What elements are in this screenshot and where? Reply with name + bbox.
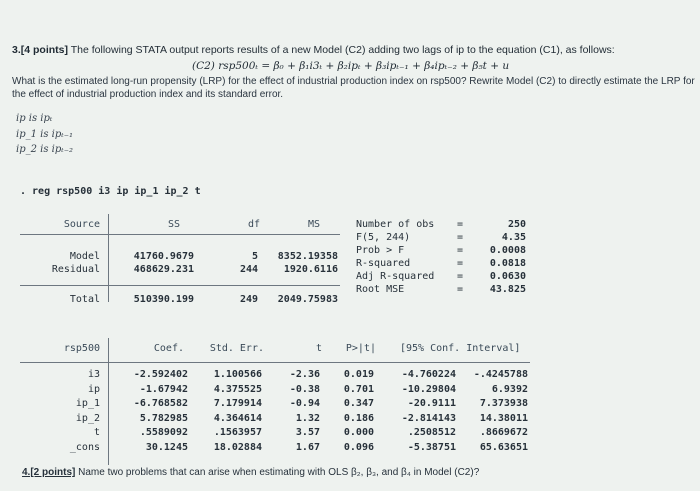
anova-source-total: Total xyxy=(69,294,100,305)
coef-se: 7.179914 xyxy=(213,398,262,409)
question-4-text: Name two problems that can arise when estimating with OLS β₂, β₃, and β₄ in Model (C2)? xyxy=(75,467,480,478)
coef-t: -0.94 xyxy=(289,398,320,409)
fit-label-rmse: Root MSE xyxy=(356,284,405,295)
fit-value-nobs: 250 xyxy=(507,219,526,230)
coef-ci-high: 14.38011 xyxy=(479,412,528,424)
fit-value-probf: 0.0008 xyxy=(489,245,526,256)
fit-value-adjr2: 0.0630 xyxy=(489,271,526,282)
anova-header-df: df xyxy=(247,219,260,230)
coef-header-coef: Coef. xyxy=(153,343,184,354)
fit-label-f: F(5, 244) xyxy=(356,232,411,243)
coef-p: 0.347 xyxy=(343,398,374,409)
coef-p: 0.019 xyxy=(343,369,374,380)
coef-t: 1.32 xyxy=(295,412,320,424)
anova-header-ms: MS xyxy=(307,219,320,230)
anova-ss-residual: 468629.231 xyxy=(133,264,194,275)
coef-header-ci: [95% Conf. Interval] xyxy=(400,343,521,354)
anova-df-residual: 244 xyxy=(239,264,258,275)
anova-ms-total: 2049.75983 xyxy=(277,294,338,305)
question-4 xyxy=(22,467,479,478)
variable-definitions xyxy=(16,111,73,158)
fit-value-f: 4.35 xyxy=(501,232,526,243)
coef-se: .1563957 xyxy=(213,427,262,438)
question-intro: The following STATA output reports results of a new Model (C2) adding two lags of ip to the equation (C1), as follows: xyxy=(70,44,615,56)
fit-label-nobs: Number of obs xyxy=(356,219,435,230)
coef-ci-low: -10.29804 xyxy=(401,383,456,395)
model-equation: (C2) rsp500ₜ = β₀ + β₁i3ₜ + β₂ipₜ + β₃ipₜ₋₁ + β₄ipₜ₋₂ + β₅t + u xyxy=(192,60,510,72)
coef-t: -0.38 xyxy=(289,383,320,395)
anova-df-total: 249 xyxy=(239,294,258,305)
question-4-label: 4.[2 points] xyxy=(22,467,76,478)
fit-eq-adjr2: = xyxy=(457,271,464,282)
coef-var: ip_1 xyxy=(75,398,100,409)
coef-value: 5.782985 xyxy=(139,412,188,424)
question-prompt: What is the estimated long-run propensity (LRP) for the effect of industrial production index on rsp500? Rewrite Model (C2) to directly estimate the LRP for the effect of industrial production index and its standard error. xyxy=(12,76,695,100)
coef-se: 18.02884 xyxy=(213,441,262,453)
question-number: 3. xyxy=(12,44,21,56)
coef-ci-high: -.4245788 xyxy=(473,369,528,380)
coef-var: ip_2 xyxy=(75,412,100,424)
fit-value-rmse: 43.825 xyxy=(489,284,526,295)
coef-value: -1.67942 xyxy=(139,383,188,395)
coef-ci-high: 65.63651 xyxy=(479,441,528,453)
fit-label-adjr2: Adj R-squared xyxy=(356,271,435,282)
fit-eq-nobs: = xyxy=(457,219,464,230)
fit-value-r2: 0.0818 xyxy=(489,258,526,269)
coef-value: .5589092 xyxy=(139,427,188,438)
stata-command: . reg rsp500 i3 ip ip_1 ip_2 t xyxy=(20,186,201,197)
coef-p: 0.096 xyxy=(343,441,374,453)
coef-t: 3.57 xyxy=(295,427,320,438)
definition-ip: ip is ipₜ xyxy=(16,113,53,124)
coef-value: 30.1245 xyxy=(145,441,188,453)
anova-header-rule xyxy=(20,234,340,235)
stata-output xyxy=(0,178,700,491)
coef-se: 1.100566 xyxy=(213,369,262,380)
coef-ci-low: -20.9111 xyxy=(407,398,456,409)
coef-se: 4.375525 xyxy=(213,383,262,395)
coef-header-se: Std. Err. xyxy=(209,343,264,354)
coef-se: 4.364614 xyxy=(213,412,262,424)
coef-var: ip xyxy=(87,383,100,395)
coef-ci-low: .2508512 xyxy=(407,427,456,438)
coef-p: 0.186 xyxy=(343,412,374,424)
anova-ss-total: 510390.199 xyxy=(133,294,194,305)
question-3-heading xyxy=(12,44,692,57)
coef-value: -2.592402 xyxy=(133,369,188,380)
question-points: [4 points] xyxy=(20,44,69,56)
coef-var: i3 xyxy=(87,369,100,380)
fit-eq-rmse: = xyxy=(457,284,464,295)
anova-ss-model: 41760.9679 xyxy=(133,251,194,262)
coef-t: -2.36 xyxy=(289,369,320,380)
coef-ci-high: .8669672 xyxy=(479,427,528,438)
coef-header-t: t xyxy=(315,343,322,354)
definition-ip-2: ip_2 is ipₜ₋₂ xyxy=(16,144,74,155)
coef-header-depvar: rsp500 xyxy=(63,343,100,354)
coef-var: t xyxy=(93,427,100,438)
anova-header-source: Source xyxy=(63,219,100,230)
coef-ci-low: -2.814143 xyxy=(401,412,456,424)
coef-ci-high: 7.373938 xyxy=(479,398,528,409)
anova-ms-residual: 1920.6116 xyxy=(283,264,338,275)
coef-header-rule xyxy=(20,362,530,363)
coef-ci-high: 6.9392 xyxy=(491,383,528,395)
coef-p: 0.701 xyxy=(343,383,374,395)
coef-divider xyxy=(108,338,109,465)
coef-ci-low: -5.38751 xyxy=(407,441,456,453)
coef-ci-low: -4.760224 xyxy=(401,369,456,380)
coef-p: 0.000 xyxy=(343,427,374,438)
fit-eq-probf: = xyxy=(457,245,464,256)
anova-source-residual: Residual xyxy=(51,264,100,275)
anova-divider xyxy=(108,214,109,302)
fit-eq-r2: = xyxy=(457,258,464,269)
coef-t: 1.67 xyxy=(295,441,320,453)
coef-header-p: P>|t| xyxy=(345,343,376,354)
fit-label-r2: R-squared xyxy=(356,258,411,269)
anova-df-model: 5 xyxy=(251,251,258,262)
anova-ms-model: 8352.19358 xyxy=(277,251,338,262)
anova-total-rule xyxy=(20,285,340,286)
definition-ip-1: ip_1 is ipₜ₋₁ xyxy=(16,128,74,140)
coef-value: -6.768582 xyxy=(133,398,188,409)
anova-source-model: Model xyxy=(69,251,100,262)
anova-header-ss: SS xyxy=(167,219,180,230)
fit-label-probf: Prob > F xyxy=(356,245,405,256)
fit-eq-f: = xyxy=(457,232,464,243)
coef-var: _cons xyxy=(69,441,100,453)
